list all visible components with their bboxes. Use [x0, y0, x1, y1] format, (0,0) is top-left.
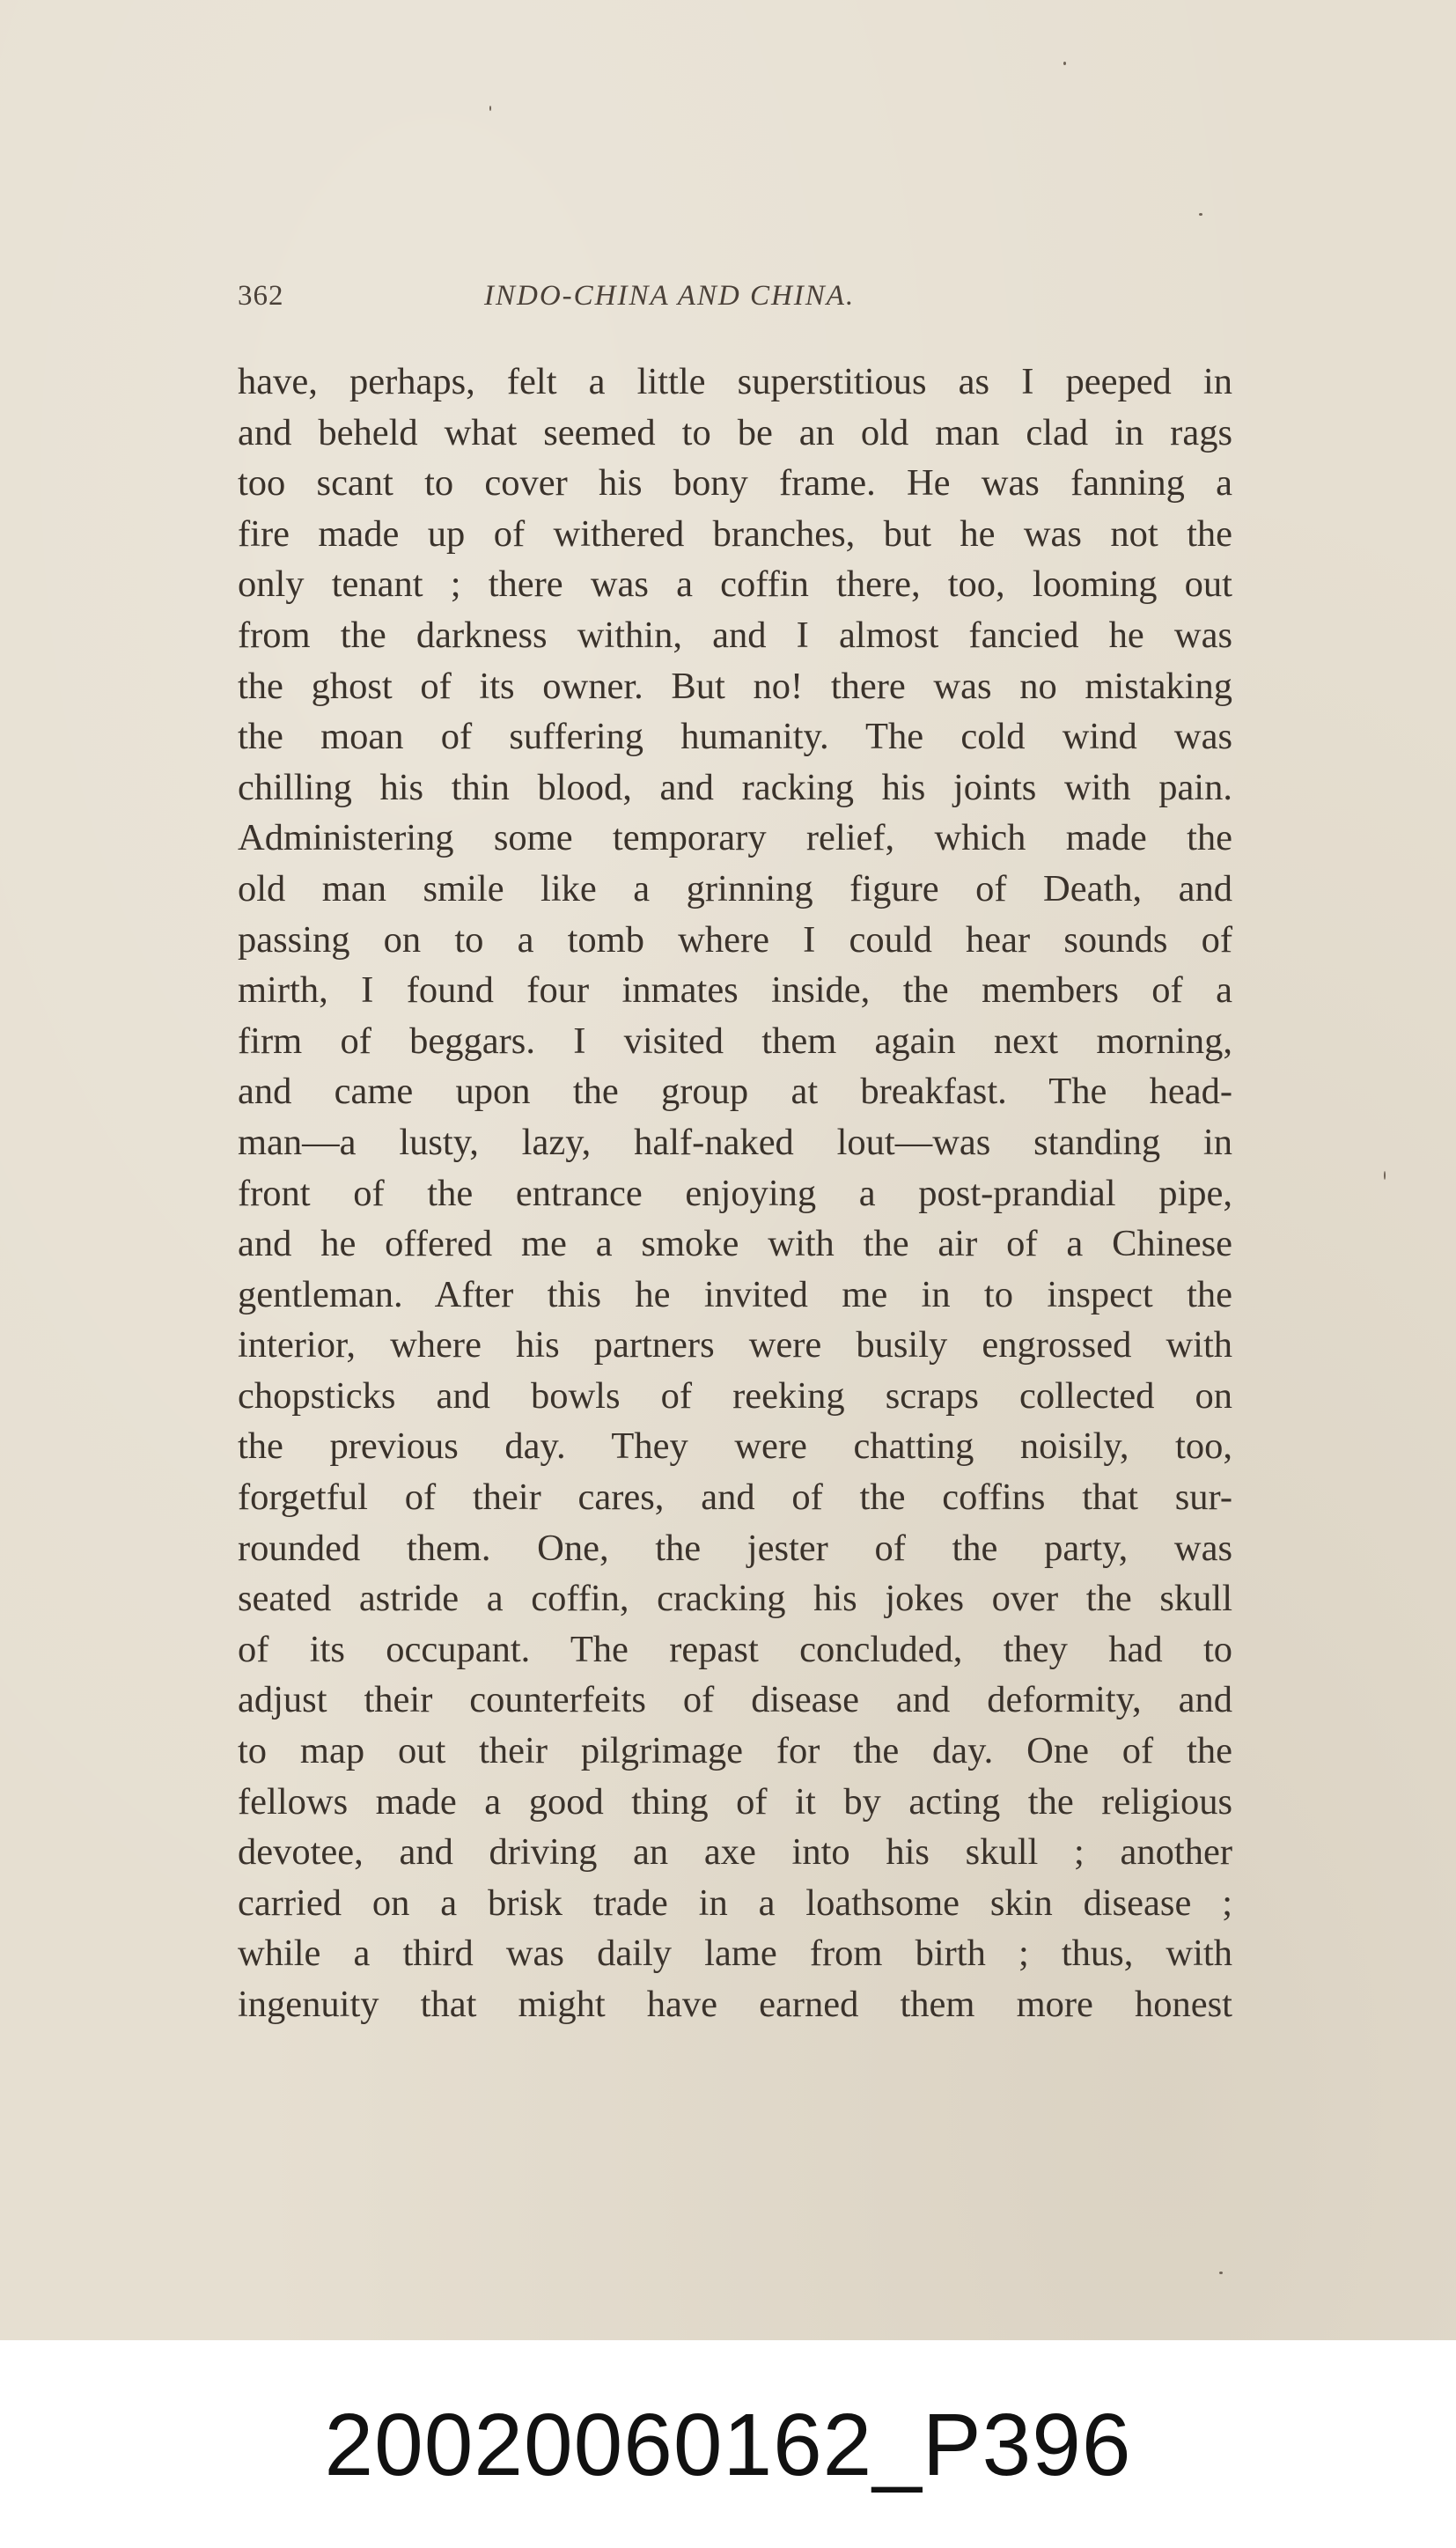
- body-line: and came upon the group at breakfast. The head-: [238, 1071, 1232, 1113]
- body-line: the moan of suffering humanity. The cold wind was: [238, 716, 1232, 758]
- body-line: and he offered me a smoke with the air of a Chinese: [238, 1223, 1232, 1265]
- body-line: old man smile like a grinning figure of Death, and: [238, 867, 1232, 909]
- body-line: the previous day. They were chatting noisily, too,: [238, 1425, 1232, 1468]
- body-line: devotee, and driving an axe into his skull ; another: [238, 1831, 1232, 1874]
- body-line: firm of beggars. I visited them again next morning,: [238, 1020, 1232, 1062]
- body-line: mirth, I found four inmates inside, the members of a: [238, 969, 1232, 1012]
- body-line: fellows made a good thing of it by acting the religious: [238, 1780, 1232, 1823]
- body-line: the ghost of its owner. But no! there was no mistaking: [238, 665, 1232, 707]
- body-line: and beheld what seemed to be an old man clad in rags: [238, 411, 1232, 453]
- body-line: interior, where his partners were busily engrossed with: [238, 1324, 1232, 1366]
- body-line: rounded them. One, the jester of the party, was: [238, 1527, 1232, 1569]
- body-line: chilling his thin blood, and racking his joints with pain.: [238, 766, 1232, 808]
- body-line: of its occupant. The repast concluded, they had to: [238, 1628, 1232, 1670]
- body-line: ingenuity that might have earned them more honest: [238, 1984, 1232, 2025]
- body-text: [238, 357, 1232, 2030]
- paper-speck: [1219, 2272, 1223, 2274]
- body-line: carried on a brisk trade in a loathsome skin disease ;: [238, 1882, 1232, 1924]
- body-line: to map out their pilgrimage for the day. One of the: [238, 1730, 1232, 1772]
- page-number: 362: [238, 280, 284, 312]
- body-line: from the darkness within, and I almost fancied he was: [238, 614, 1232, 656]
- body-line: passing on to a tomb where I could hear sounds of: [238, 918, 1232, 961]
- body-line: while a third was daily lame from birth ; thus, with: [238, 1933, 1232, 1975]
- running-head: [238, 280, 1232, 322]
- paper-speck: [1199, 213, 1202, 216]
- footer-strip: [0, 2340, 1456, 2548]
- body-line: seated astride a coffin, cracking his jokes over the skull: [238, 1578, 1232, 1620]
- body-line: forgetful of their cares, and of the coffins that sur-: [238, 1477, 1232, 1519]
- image-id-label: 20020060162_P396: [324, 2396, 1132, 2494]
- body-line: Administering some temporary relief, which made the: [238, 817, 1232, 859]
- body-line: gentleman. After this he invited me in to inspect the: [238, 1273, 1232, 1315]
- body-line: too scant to cover his bony frame. He was fanning a: [238, 462, 1232, 504]
- body-line: fire made up of withered branches, but he was not the: [238, 512, 1232, 555]
- body-line: man—a lusty, lazy, half-naked lout—was standing in: [238, 1121, 1232, 1163]
- paper-speck: [1384, 1171, 1386, 1180]
- body-line: only tenant ; there was a coffin there, too, looming out: [238, 563, 1232, 606]
- body-line: have, perhaps, felt a little superstitious as I peeped in: [238, 361, 1232, 402]
- body-line: front of the entrance enjoying a post-prandial pipe,: [238, 1172, 1232, 1214]
- paper-speck: [489, 106, 491, 111]
- paper-speck: [1063, 62, 1066, 65]
- body-line: chopsticks and bowls of reeking scraps collected on: [238, 1374, 1232, 1417]
- running-head-title: INDO-CHINA AND CHINA.: [484, 280, 856, 312]
- body-line: adjust their counterfeits of disease and deformity, and: [238, 1679, 1232, 1721]
